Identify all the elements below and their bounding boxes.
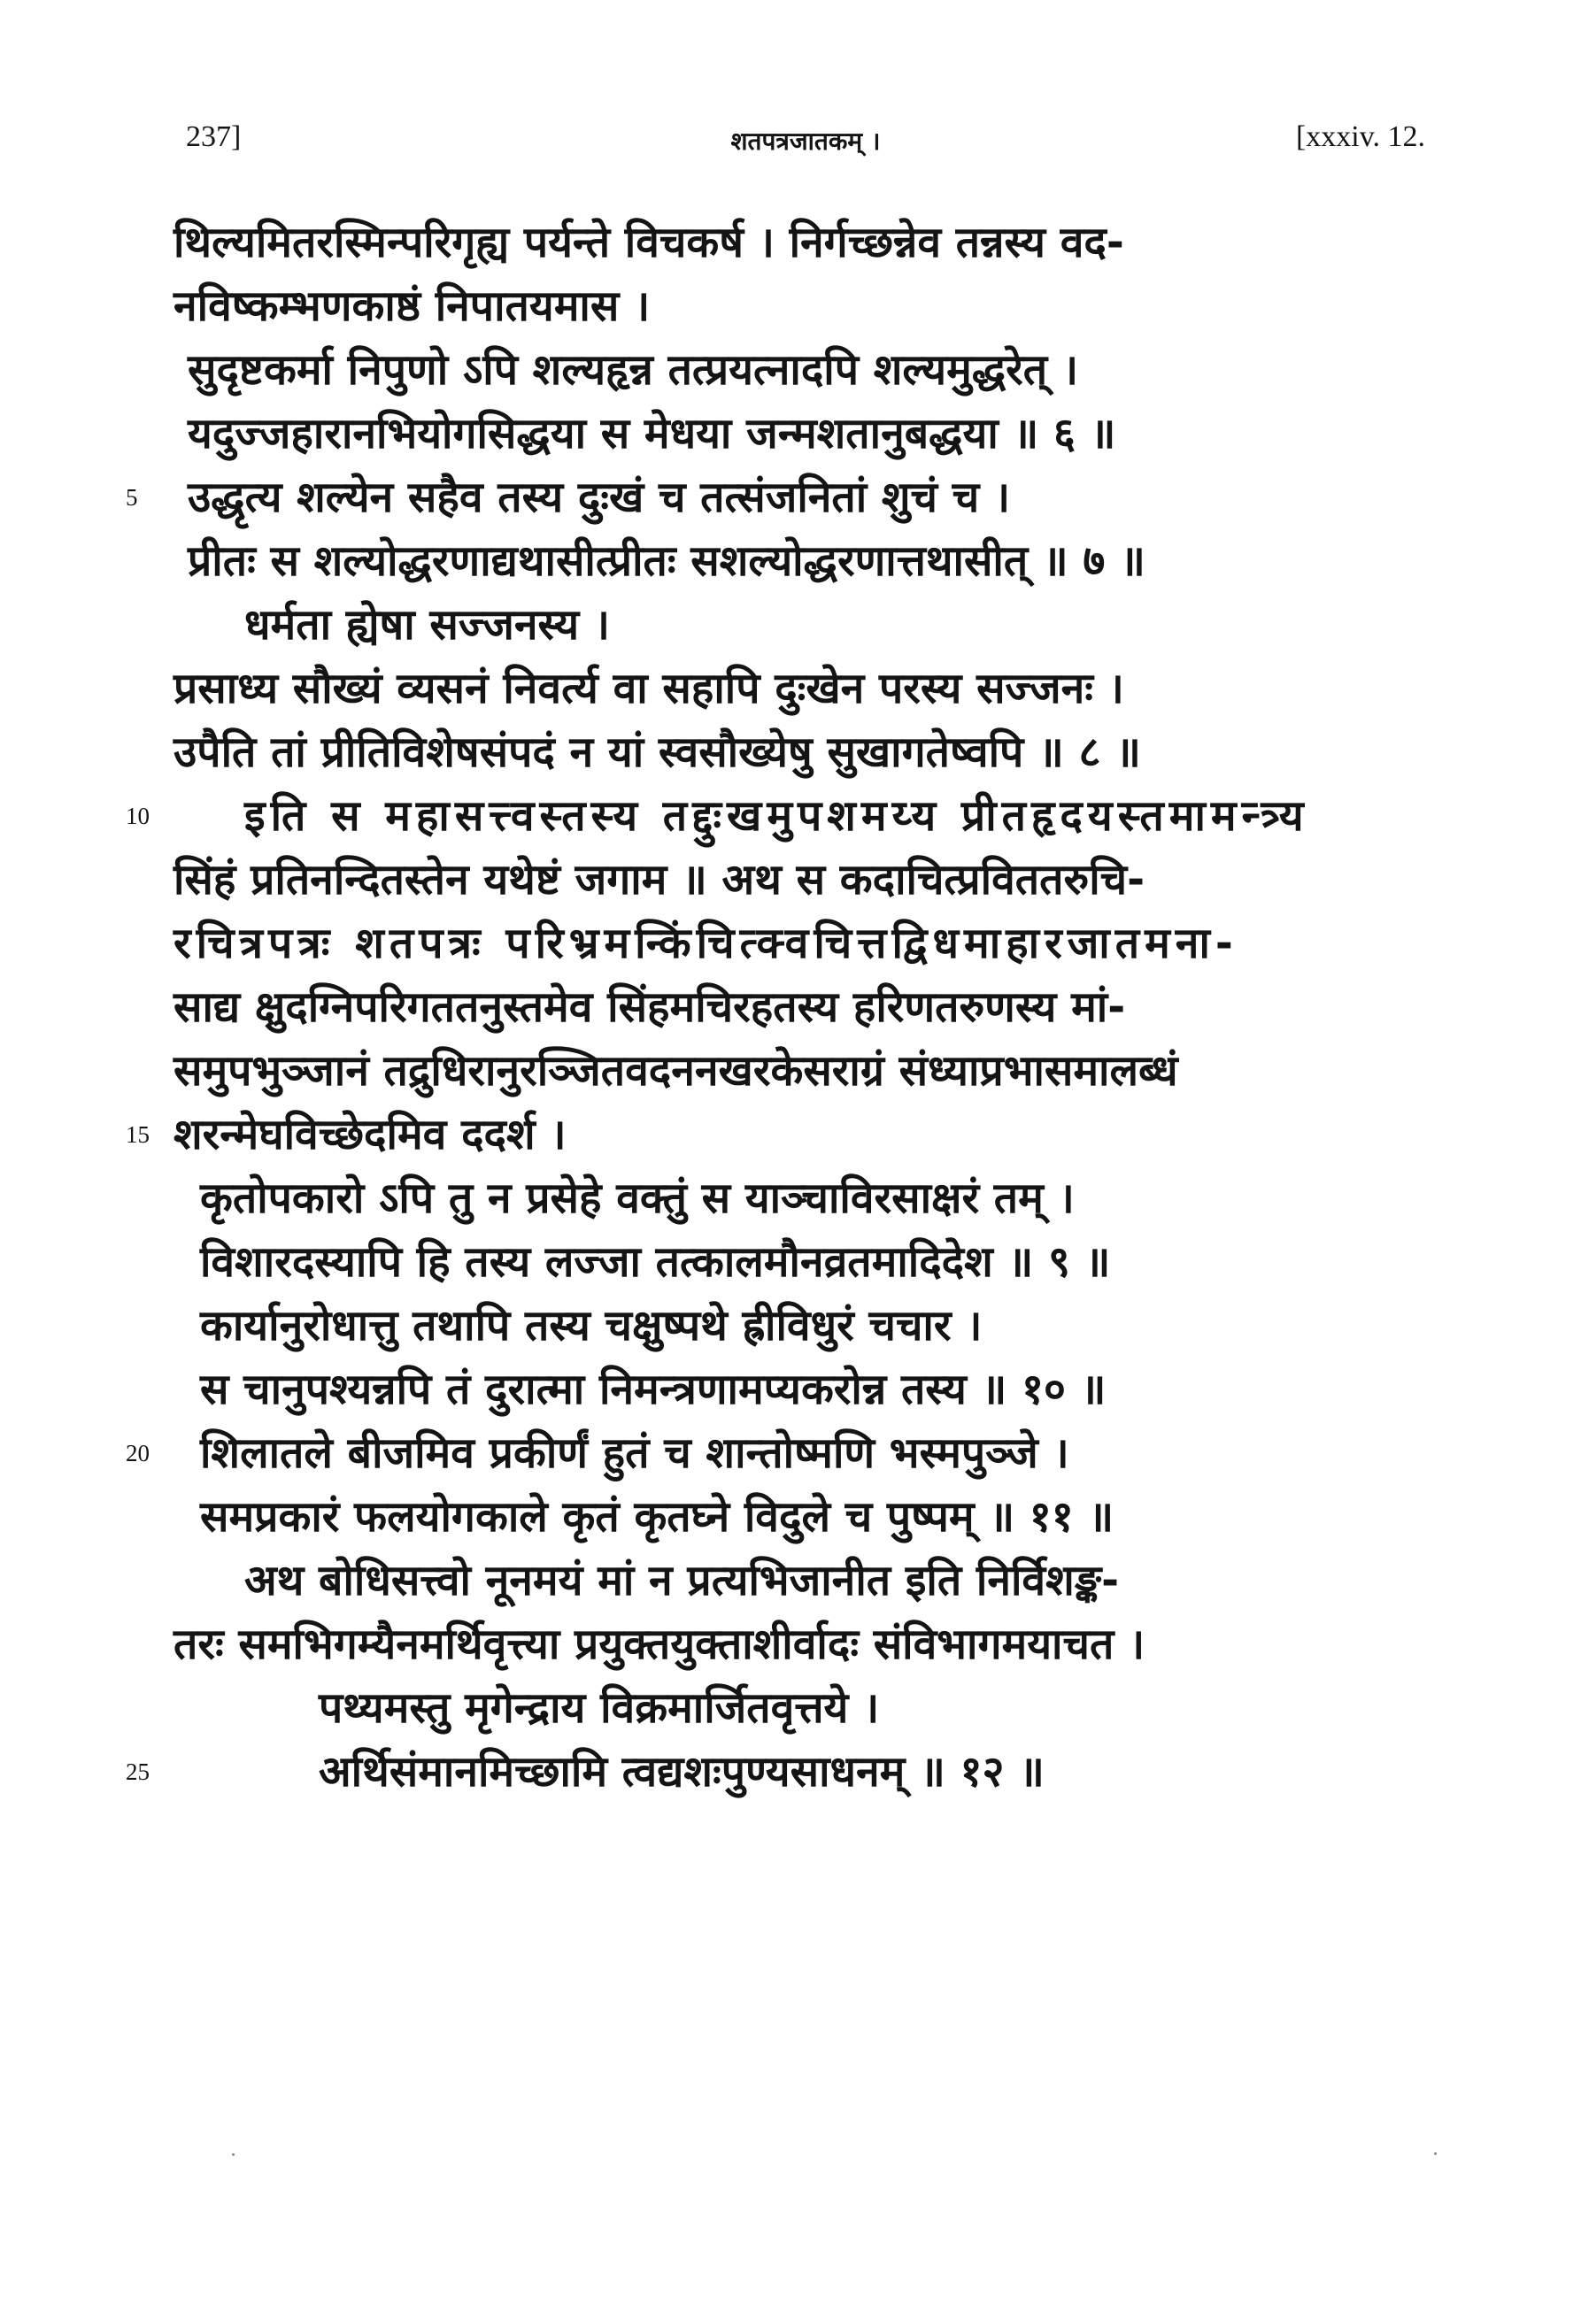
line-text: उद्धृत्य शल्येन सहैव तस्य दुःखं च तत्संजनितां शुचं च ।	[188, 473, 1011, 522]
text-line	[0, 1676, 1581, 1740]
line-number: 15	[126, 1121, 150, 1148]
text-line	[0, 529, 1581, 593]
line-text: प्रीतः स शल्योद्धरणाद्यथासीत्प्रीतः सशल्योद्धरणात्तथासीत् ॥ ७ ॥	[188, 536, 1145, 586]
line-text: रचित्रपत्रः शतपत्रः परिभ्रमन्किंचित्क्वचित्तद्विधमाहारजातमना-	[174, 919, 1238, 968]
line-text: प्रसाध्य सौख्यं व्यसनं निवर्त्य वा सहापि दुःखेन परस्य सज्जनः ।	[174, 664, 1124, 713]
line-number: 25	[126, 1758, 150, 1785]
line-text: समुपभुञ्जानं तद्रुधिरानुरञ्जितवदननखरकेसराग्रं संध्याप्रभासमालब्धं	[174, 1046, 1178, 1096]
text-line	[0, 784, 1581, 848]
text-line	[0, 593, 1581, 657]
text-line	[0, 912, 1581, 975]
text-line	[0, 1612, 1581, 1676]
text-line	[0, 1549, 1581, 1612]
text-line	[0, 1039, 1581, 1103]
page-header	[186, 120, 1425, 173]
text-line	[0, 274, 1581, 338]
line-text: नविष्कम्भणकाष्ठं निपातयमास ।	[174, 281, 651, 331]
line-text: उपैति तां प्रीतिविशेषसंपदं न यां स्वसौख्येषु सुखागतेष्वपि ॥ ८ ॥	[174, 727, 1141, 777]
text-line	[0, 657, 1581, 720]
line-number: 20	[126, 1440, 150, 1466]
running-title: शतपत्रजातकम् ।	[730, 127, 881, 156]
line-text: पथ्यमस्तु मृगेन्द्राय विक्रमार्जितवृत्तये ।	[319, 1683, 880, 1733]
text-line	[0, 1103, 1581, 1166]
line-text: यदुज्जहारानभियोगसिद्धया स मेधया जन्मशतानुबद्धया ॥ ६ ॥	[188, 409, 1116, 458]
line-text: विशारदस्यापि हि तस्य लज्जा तत्कालमौनव्रतमादिदेश ॥ ९ ॥	[200, 1237, 1111, 1287]
text-line	[0, 720, 1581, 784]
line-text: थिल्यमितरस्मिन्परिगृह्य पर्यन्ते विचकर्ष । निर्गच्छन्नेव तन्नस्य वद-	[174, 218, 1124, 267]
line-text: सुदृष्टकर्मा निपुणो ऽपि शल्यहृन्न तत्प्रयत्नादपि शल्यमुद्धरेत् ।	[188, 345, 1079, 395]
text-line	[0, 975, 1581, 1039]
line-text: शिलातले बीजमिव प्रकीर्णं हुतं च शान्तोष्मणि भस्मपुञ्जे ।	[200, 1428, 1069, 1478]
text-line	[0, 211, 1581, 274]
line-text: कार्यानुरोधात्तु तथापि तस्य चक्षुष्पथे ह्रीविधुरं चचार ।	[200, 1301, 983, 1351]
line-text: अथ बोधिसत्त्वो नूनमयं मां न प्रत्यभिजानीत इति निर्विशङ्क-	[244, 1556, 1120, 1605]
page-body	[0, 211, 1581, 1804]
text-line	[0, 848, 1581, 912]
line-text: तरः समभिगम्यैनमर्थिवृत्त्या प्रयुक्तयुक्ताशीर्वादः संविभागमयाचत ।	[174, 1620, 1145, 1669]
line-text: अर्थिसंमानमिच्छामि त्वद्यशःपुण्यसाधनम् ॥ १२ ॥	[319, 1747, 1045, 1797]
text-line	[0, 338, 1581, 402]
text-line	[0, 402, 1581, 466]
line-text: इति स महासत्त्वस्तस्य तद्दुःखमुपशमय्य प्रीतहृदयस्तमामन्त्र्य	[244, 791, 1309, 841]
page-number: 237]	[186, 120, 242, 153]
line-text: कृतोपकारो ऽपि तु न प्रसेहे वक्तुं स याञ्चाविरसाक्षरं तम् ।	[200, 1174, 1075, 1223]
section-reference: [xxxiv. 12.	[1295, 120, 1425, 153]
text-line	[0, 1740, 1581, 1804]
line-text: सिंहं प्रतिनन्दितस्तेन यथेष्टं जगाम ॥ अथ स कदाचित्प्रविततरुचि-	[174, 855, 1145, 904]
text-line	[0, 1358, 1581, 1421]
line-number: 10	[126, 803, 150, 829]
text-line	[0, 1166, 1581, 1230]
text-line	[0, 1230, 1581, 1294]
line-number: 5	[126, 484, 138, 511]
line-text: शरन्मेघविच्छेदमिव ददर्श ।	[174, 1110, 567, 1159]
line-text: साद्य क्षुदग्निपरिगततनुस्तमेव सिंहमचिरहतस्य हरिणतरुणस्य मां-	[174, 982, 1126, 1032]
line-text: स चानुपश्यन्नपि तं दुरात्मा निमन्त्रणामप्यकरोन्न तस्य ॥ १० ॥	[200, 1365, 1107, 1414]
text-line	[0, 466, 1581, 529]
line-text: धर्मता ह्येषा सज्जनस्य ।	[244, 600, 610, 650]
line-text: समप्रकारं फलयोगकाले कृतं कृतघ्ने विदुले च पुष्पम् ॥ ११ ॥	[200, 1492, 1114, 1542]
text-line	[0, 1294, 1581, 1358]
text-line	[0, 1485, 1581, 1549]
text-line	[0, 1421, 1581, 1485]
